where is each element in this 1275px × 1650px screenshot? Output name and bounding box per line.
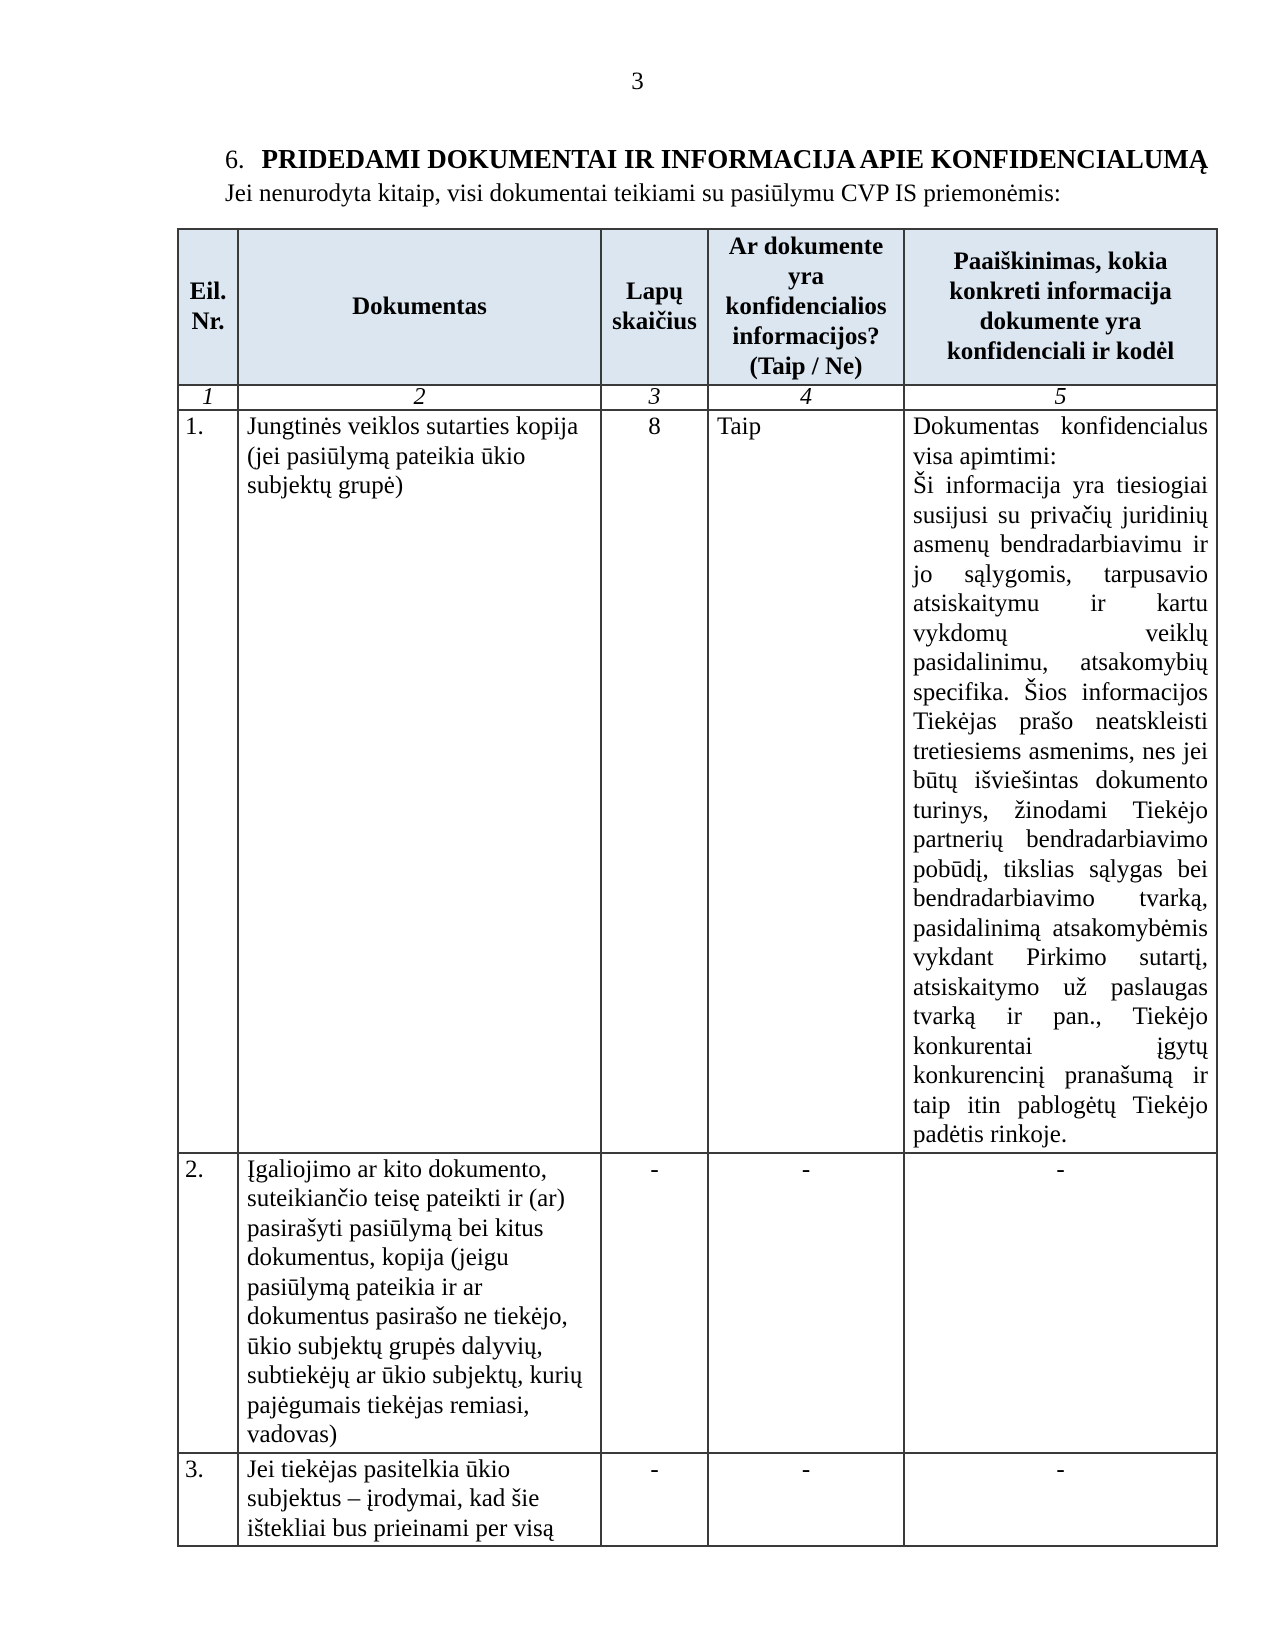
- row-number-cell: 2.: [178, 1153, 238, 1453]
- pages-count-cell: 8: [601, 410, 708, 1153]
- pages-count-cell: -: [601, 1153, 708, 1453]
- column-number-3: 3: [601, 385, 708, 410]
- explanation-cell: -: [904, 1453, 1217, 1547]
- explanation-cell: -: [904, 1153, 1217, 1453]
- document-cell: Jungtinės veiklos sutarties kopija (jei pasiūlymą pateikia ūkio subjektų grupė): [238, 410, 601, 1153]
- pages-count-cell: -: [601, 1453, 708, 1547]
- explanation-cell: [904, 410, 1217, 1153]
- table-header: [178, 229, 1217, 385]
- table-row: [178, 1453, 1217, 1547]
- column-number-row: [178, 385, 1217, 410]
- column-number-4: 4: [708, 385, 904, 410]
- heading-number: 6.: [225, 145, 245, 174]
- col-header-paaiskinimas: Paaiškinimas, kokia konkreti informacija dokumente yra konfidenciali ir kodėl: [904, 229, 1217, 385]
- page-number: 3: [631, 68, 644, 95]
- col-header-dokumentas: Dokumentas: [238, 229, 601, 385]
- col-header-lapu-skaicius: Lapų skaičius: [601, 229, 708, 385]
- column-number-1: 1: [178, 385, 238, 410]
- confidential-cell: -: [708, 1453, 904, 1547]
- row-number-cell: 3.: [178, 1453, 238, 1547]
- explanation-paragraph: Dokumentas konfidencialus visa apimtimi:: [913, 413, 1208, 470]
- document-cell: Įgaliojimo ar kito dokumento, suteikiančio teisę pateikti ir (ar) pasirašyti pasiūlymą bei kitus dokumentus, kopija (jeigu pasiūlymą pateikia ir ar dokumentus pasirašo ne tiekėjo, ūkio subjektų grupės dalyvių, subtiekėjų ar ūkio subjektų, kurių pajėgumais tiekėjas remiasi, vadovas): [238, 1153, 601, 1453]
- confidential-cell: Taip: [708, 410, 904, 1153]
- col-header-konfidenciali: Ar dokumente yra konfidencialios informacijos? (Taip / Ne): [708, 229, 904, 385]
- intro-paragraph: Jei nenurodyta kitaip, visi dokumentai teikiami su pasiūlymu CVP IS priemonėmis:: [225, 180, 1061, 207]
- heading-title: PRIDEDAMI DOKUMENTAI IR INFORMACIJA APIE KONFIDENCIALUMĄ: [261, 144, 1209, 174]
- col-header-eil-nr: Eil. Nr.: [178, 229, 238, 385]
- section-heading: [225, 144, 1215, 175]
- documents-table: [177, 228, 1218, 1547]
- header-row: [178, 229, 1217, 385]
- column-number-2: 2: [238, 385, 601, 410]
- confidential-cell: -: [708, 1153, 904, 1453]
- table-row: [178, 1153, 1217, 1453]
- table-row: [178, 410, 1217, 1153]
- explanation-paragraph: Ši informacija yra tiesiogiai susijusi su privačių juridinių asmenų bendradarbiavimu ir jo sąlygomis, tarpusavio atsiskaitymu ir kartu vykdomų veiklų pasidalinimu, atsakomybių specifika. Šios informacijos Tiekėjas prašo neatskleisti tretiesiems asmenims, nes jei būtų išviešintas dokumento turinys, žinodami Tiekėjo partnerių bendradarbiavimo pobūdį, tikslias sąlygas bei bendradarbiavimo tvarką, pasidalinimą atsakomybėmis vykdant Pirkimo sutartį, atsiskaitymo už paslaugas tvarką ir pan., Tiekėjo konkurentai įgytų konkurencinį pranašumą ir taip itin pablogėtų Tiekėjo padėtis rinkoje.: [913, 472, 1208, 1148]
- row-number-cell: 1.: [178, 410, 238, 1153]
- document-cell: Jei tiekėjas pasitelkia ūkio subjektus – įrodymai, kad šie ištekliai bus prieinami per visą: [238, 1453, 601, 1547]
- column-number-5: 5: [904, 385, 1217, 410]
